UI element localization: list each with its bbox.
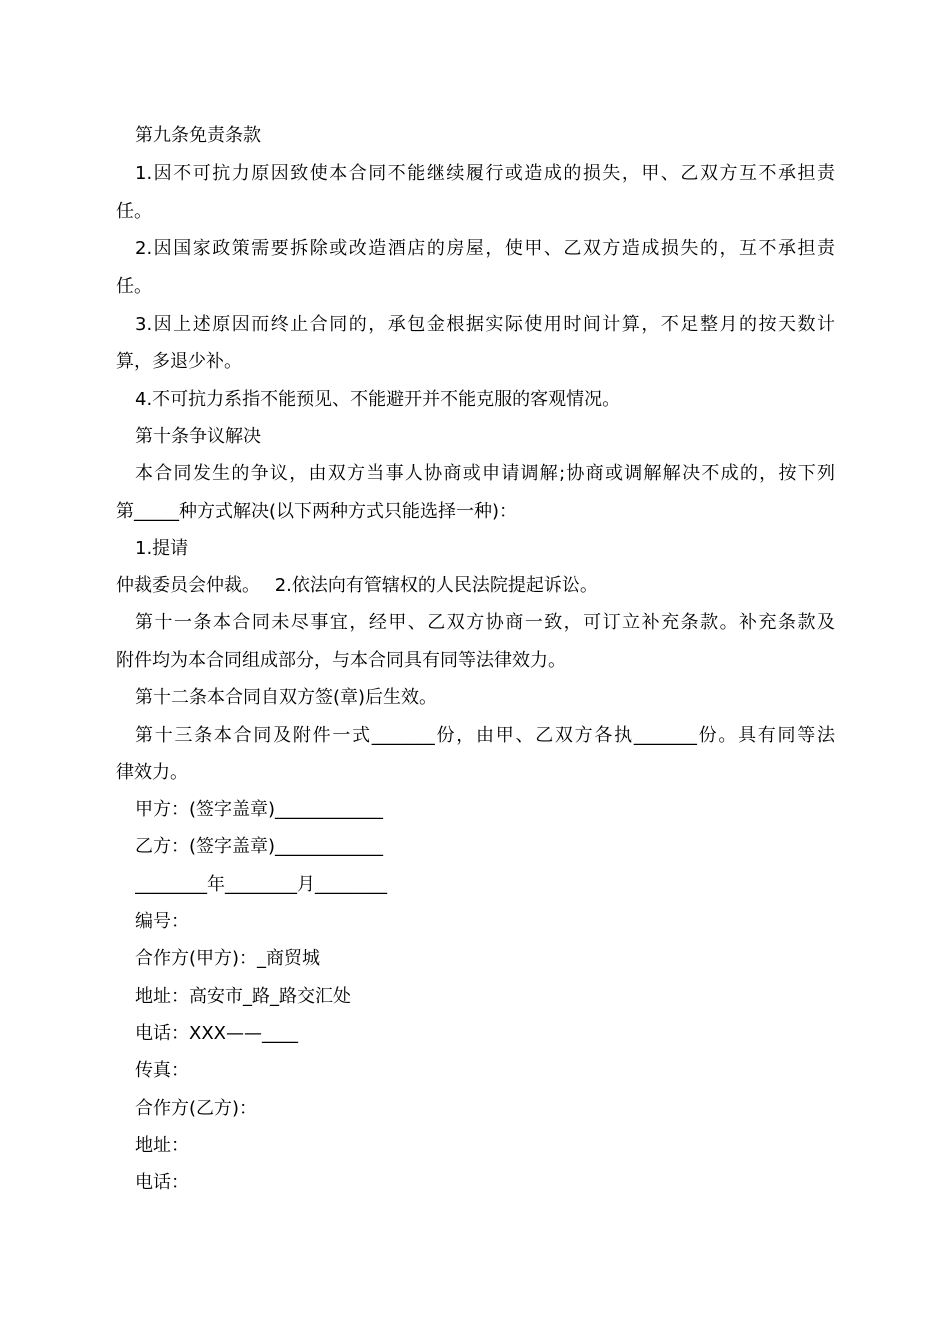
clause-9-3-line-1: 3.因上述原因而终止合同的，承包金根据实际使用时间计算，不足整月的按天数计 (135, 314, 835, 335)
clause-9-4: 4.不可抗力系指不能预见、不能避开并不能克服的客观情况。 (135, 389, 621, 410)
signature-date: ________年________月________ (135, 874, 387, 895)
partner-a-fax: 传真： (135, 1060, 189, 1081)
serial-number-label: 编号： (135, 911, 189, 932)
article-9-heading: 第九条免责条款 (135, 125, 261, 146)
partner-a-name: 合作方(甲方)：_商贸城 (135, 948, 321, 969)
article-10-heading: 第十条争议解决 (135, 426, 261, 447)
article-10-body-line-2: 第_____种方式解决(以下两种方式只能选择一种)： (116, 501, 518, 522)
partner-b-phone: 电话： (135, 1172, 189, 1193)
party-a-signature: 甲方：(签字盖章)____________ (135, 799, 384, 820)
clause-9-3-line-2: 算，多退少补。 (116, 351, 242, 372)
article-13-line-2: 律效力。 (116, 762, 188, 783)
partner-a-address: 地址：高安市_路_路交汇处 (135, 986, 351, 1007)
article-10-options-line: 仲裁委员会仲裁。 2.依法向有管辖权的人民法院提起诉讼。 (116, 575, 598, 596)
clause-9-2-line-1: 2.因国家政策需要拆除或改造酒店的房屋，使甲、乙双方造成损失的，互不承担责 (135, 238, 835, 259)
article-12: 第十二条本合同自双方签(章)后生效。 (135, 687, 438, 708)
article-10-body-line-1: 本合同发生的争议，由双方当事人协商或申请调解;协商或调解解决不成的，按下列 (135, 463, 835, 484)
article-11-line-2: 附件均为本合同组成部分，与本合同具有同等法律效力。 (116, 650, 566, 671)
partner-b-address: 地址： (135, 1135, 189, 1156)
partner-b-name: 合作方(乙方)： (135, 1098, 258, 1119)
clause-9-1-line-1: 1.因不可抗力原因致使本合同不能继续履行或造成的损失，甲、乙双方互不承担责 (135, 163, 835, 184)
clause-9-1-line-2: 任。 (116, 201, 152, 222)
partner-a-phone: 电话：XXX——____ (135, 1023, 298, 1044)
article-11-line-1: 第十一条本合同未尽事宜，经甲、乙双方协商一致，可订立补充条款。补充条款及 (135, 612, 835, 633)
party-b-signature: 乙方：(签字盖章)____________ (135, 836, 384, 857)
article-13-line-1: 第十三条本合同及附件一式_______份，由甲、乙双方各执_______份。具有同等法 (135, 725, 835, 746)
article-10-option-1: 1.提请 (135, 538, 189, 559)
clause-9-2-line-2: 任。 (116, 276, 152, 297)
